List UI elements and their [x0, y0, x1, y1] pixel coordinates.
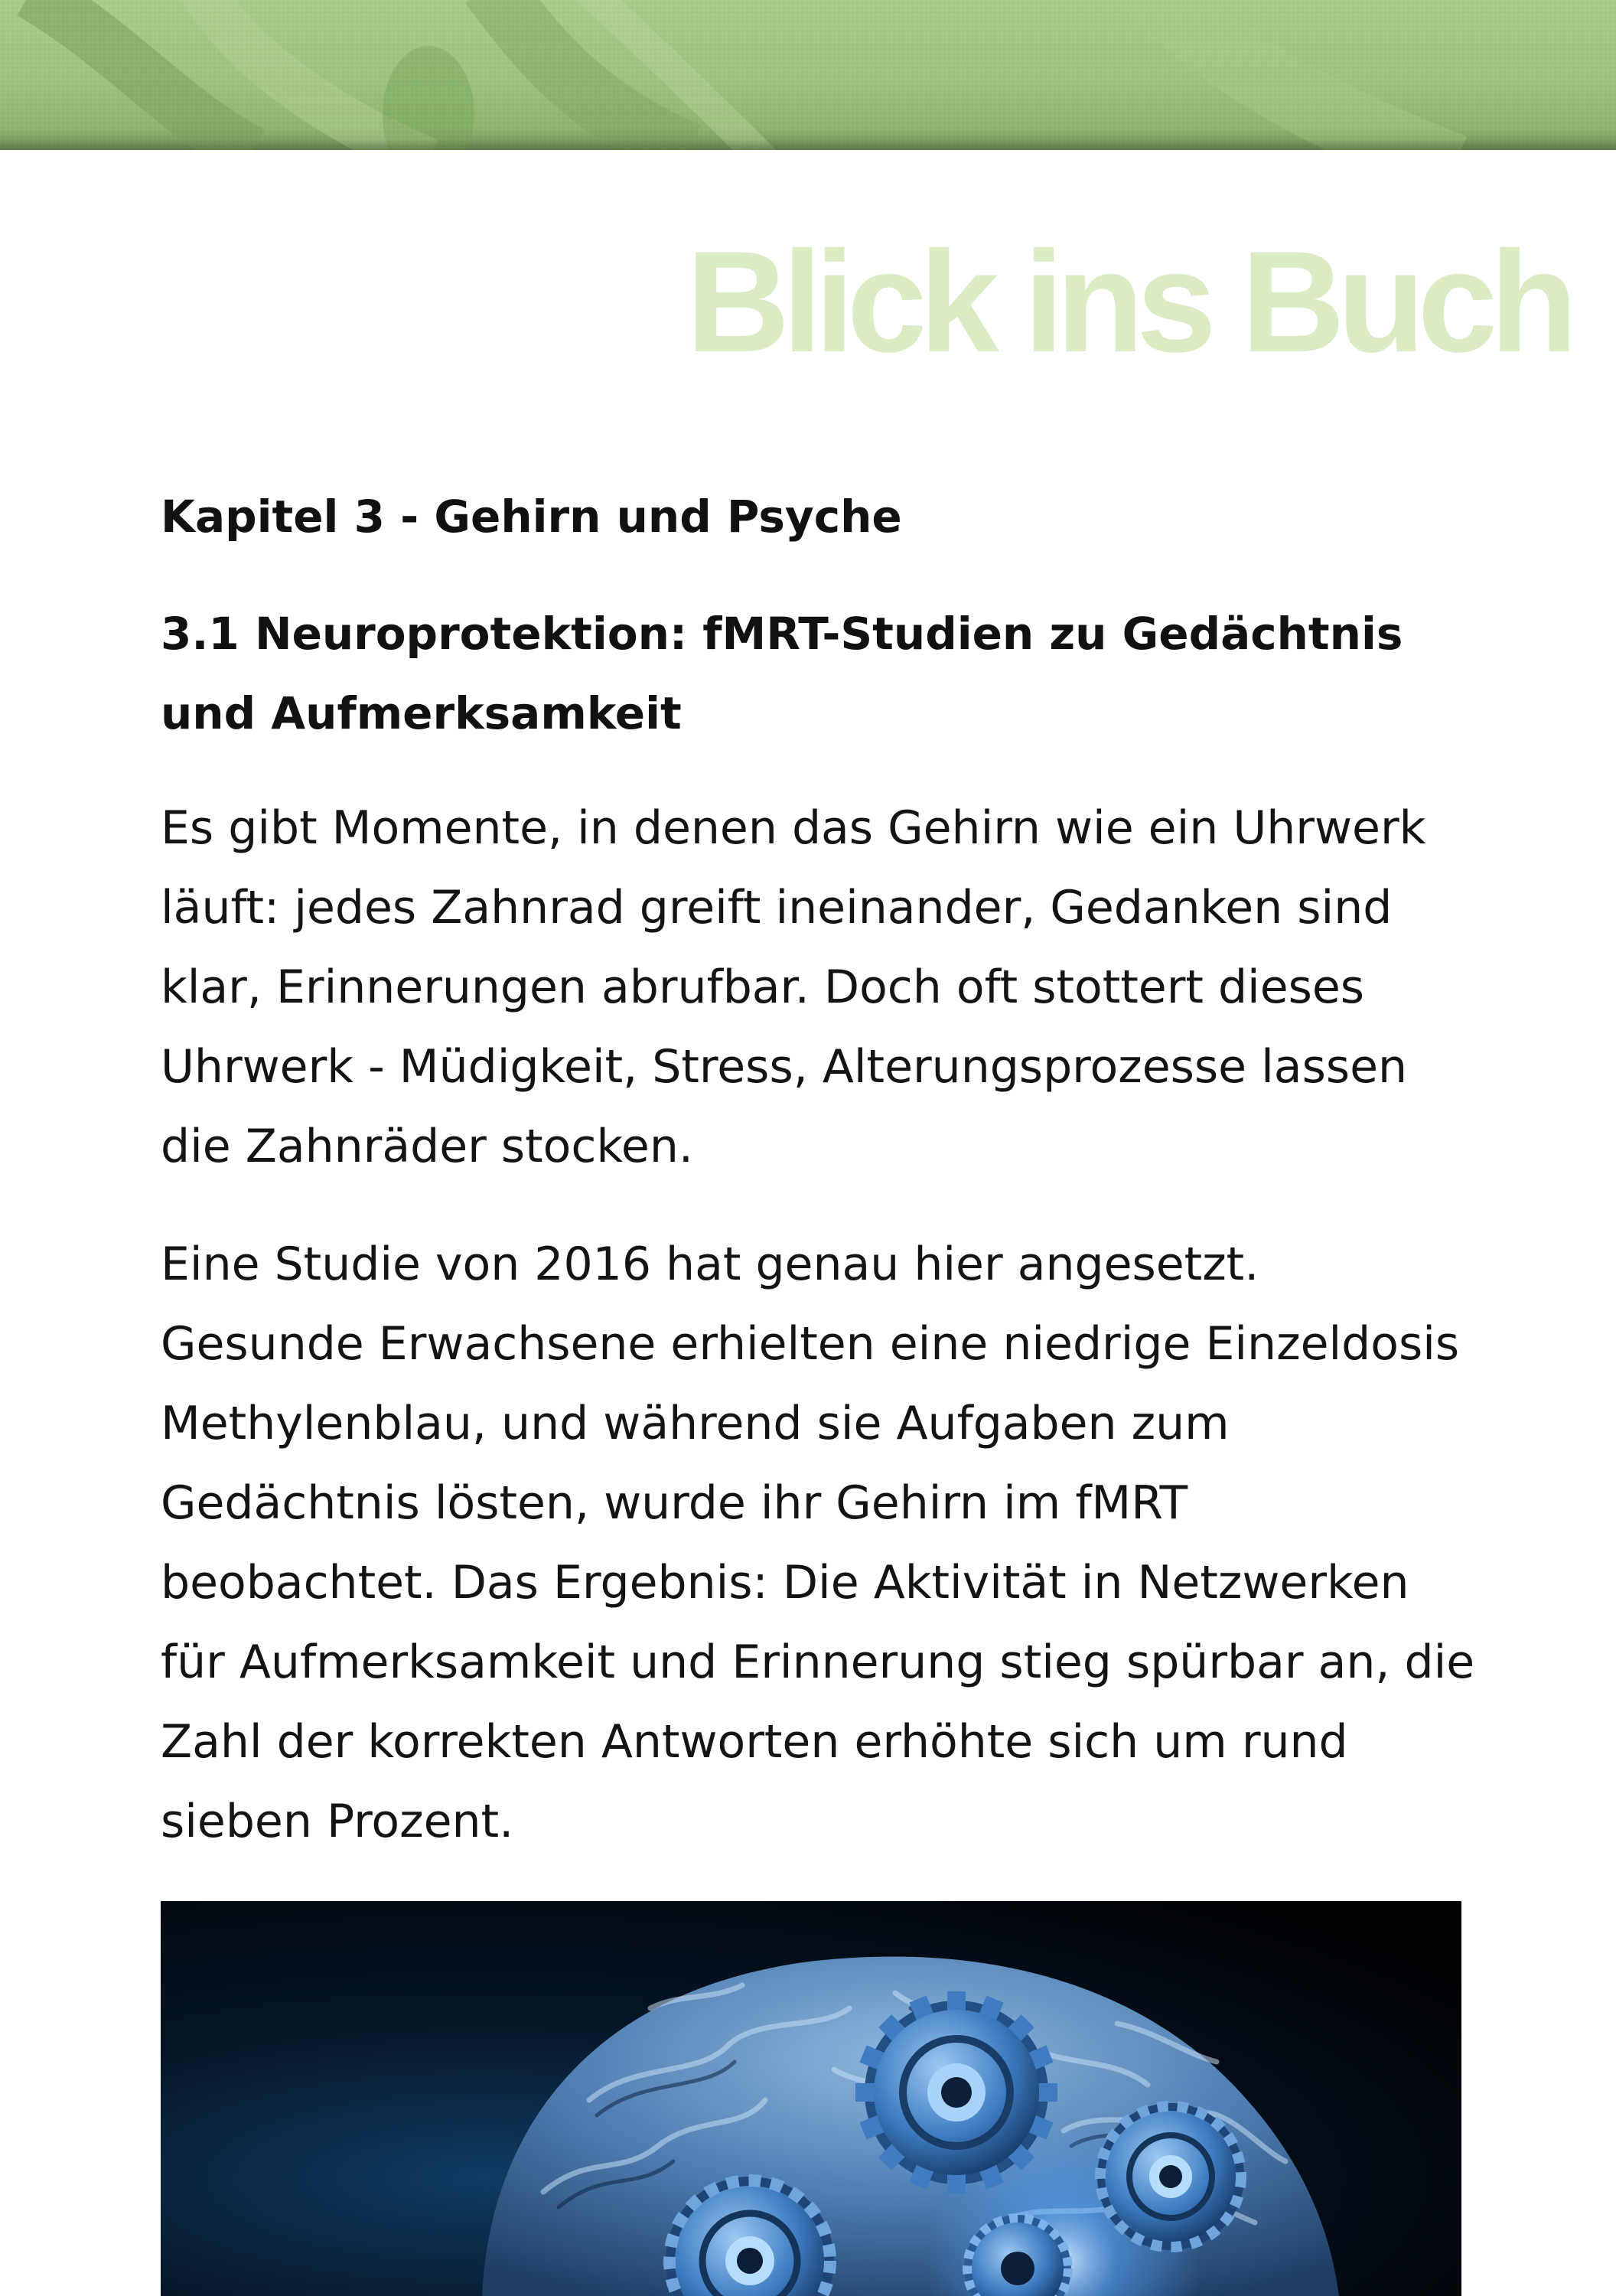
paragraph-1: Es gibt Momente, in denen das Gehirn wie ein Uhrwerk läuft: jedes Zahnrad greift ineinander, Gedanken sind klar, Erinnerungen abrufbar. Doch oft stottert dieses Uhrwerk - Müdigkeit, Stress, Alterungsprozesse lassen die Zahnräder stocken. — [161, 801, 1426, 1173]
chapter-title: Kapitel 3 - Gehirn und Psyche — [161, 491, 902, 543]
gear-large-icon — [855, 1991, 1057, 2193]
book-excerpt — [161, 482, 1477, 1900]
top-banner — [0, 0, 1616, 150]
brain-gears-icon — [161, 1901, 1461, 2296]
paragraph-2: Eine Studie von 2016 hat genau hier angesetzt. Gesunde Erwachsene erhielten eine niedrige Einzeldosis Methylenblau, und während sie Aufgaben zum Gedächtnis lösten, wurde ihr Gehirn im fMRT beobachtet. Das Ergebnis: Die Aktivität in Netzwerken für Aufmerksamkeit und Erinnerung stieg spürbar an, die Zahl der korrekten Antworten erhöhte sich um rund sieben Prozent. — [161, 1238, 1475, 1848]
section-title: 3.1 Neuroprotektion: fMRT-Studien zu Gedächtnis und Aufmerksamkeit — [161, 608, 1403, 739]
banner-pattern — [0, 0, 1616, 150]
brain-gears-image — [161, 1901, 1461, 2296]
banner-shadow — [0, 139, 1616, 150]
page-title: Blick ins Buch — [686, 221, 1570, 382]
